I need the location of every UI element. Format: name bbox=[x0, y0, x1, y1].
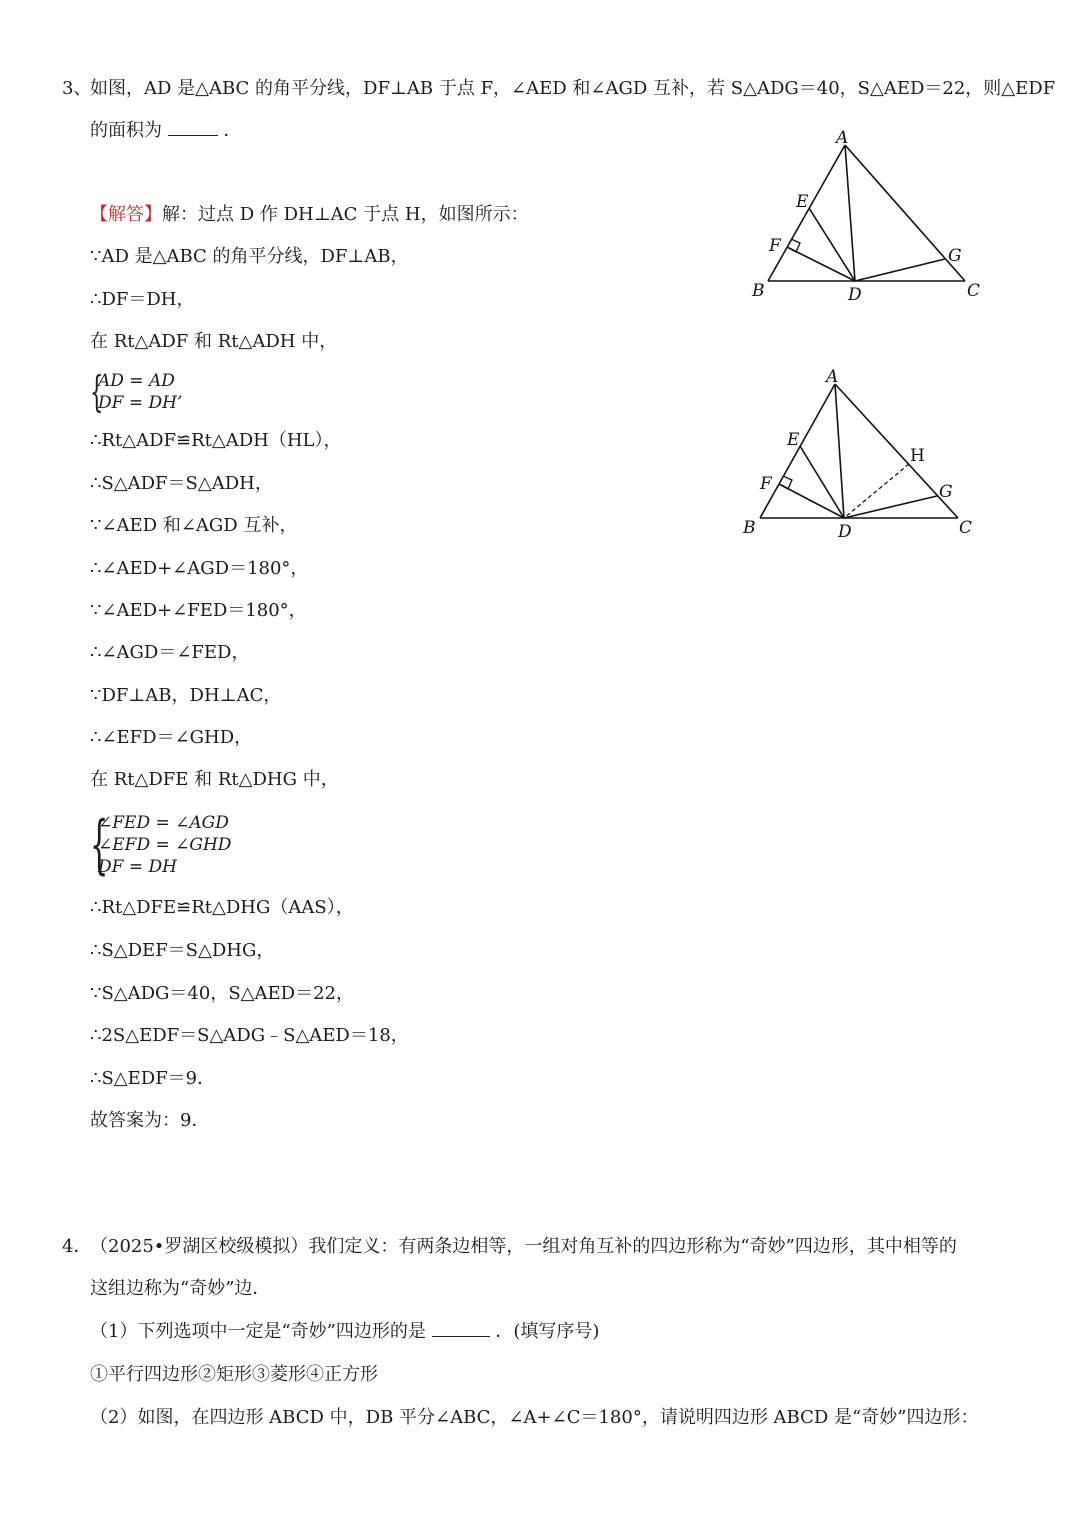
equation-row: DF = DH’ bbox=[98, 393, 183, 413]
label-g: G bbox=[939, 482, 953, 502]
answer-options: ①平行四边形②矩形③菱形④正方形 bbox=[90, 1364, 378, 1385]
solution-step: ∴∠AED+∠AGD＝180°， bbox=[90, 558, 309, 579]
equation-row: ∠EFD = ∠GHD bbox=[98, 835, 232, 855]
label-a: A bbox=[836, 128, 849, 148]
final-answer: 故答案为：9． bbox=[90, 1110, 210, 1131]
label-f: F bbox=[760, 474, 772, 494]
question-text: （2025•罗湖区校级模拟）我们定义：有两条边相等，一组对角互补的四边形称为“奇妙”四边形，其中相等的 bbox=[90, 1236, 957, 1257]
part1-suffix: ．(填写序号) bbox=[495, 1321, 600, 1342]
solution-step: ∴∠AGD＝∠FED， bbox=[90, 642, 250, 663]
solution-step: ∵DF⊥AB，DH⊥AC， bbox=[90, 685, 282, 706]
answer-blank[interactable] bbox=[432, 1320, 490, 1337]
question-part-1 bbox=[90, 1319, 599, 1345]
solution-step: ∴Rt△DFE≌Rt△DHG（AAS）， bbox=[90, 897, 354, 918]
question-text: 如图，AD 是△ABC 的角平分线，DF⊥AB 于点 F，∠AED 和∠AGD 互补，若 S△ADG＝40，S△AED＝22，则△EDF bbox=[90, 78, 1056, 99]
question-text-prefix: 的面积为 bbox=[90, 120, 162, 141]
solution-step: ∴DF＝DH， bbox=[90, 289, 195, 310]
brace-icon: { bbox=[90, 367, 104, 416]
solution-step: ∵S△ADG＝40，S△AED＝22， bbox=[90, 983, 354, 1004]
label-c: C bbox=[967, 281, 981, 301]
solution-step: ∵∠AED+∠FED＝180°， bbox=[90, 600, 307, 621]
equation-row: AD = AD bbox=[98, 371, 175, 391]
solution-step: ∴S△EDF＝9． bbox=[90, 1068, 216, 1089]
solution-step: ∴S△ADF＝S△ADH， bbox=[90, 473, 273, 494]
label-b: B bbox=[743, 518, 756, 538]
solution-step: 在 Rt△DFE 和 Rt△DHG 中， bbox=[90, 769, 339, 790]
equation-row: ∠FED = ∠AGD bbox=[98, 813, 229, 833]
question-part-2: （2）如图，在四边形 ABCD 中，DB 平分∠ABC，∠A+∠C＝180°，请说明四边形 ABCD 是“奇妙”四边形： bbox=[90, 1407, 979, 1428]
label-d: D bbox=[838, 522, 852, 542]
solution-intro-text: 解：过点 D 作 DH⊥AC 于点 H，如图所示： bbox=[162, 204, 529, 225]
question-number: 4． bbox=[62, 1236, 92, 1257]
solution-step: ∵AD 是△ABC 的角平分线，DF⊥AB， bbox=[90, 246, 409, 267]
label-h: H bbox=[910, 446, 925, 466]
brace-icon: { bbox=[90, 808, 109, 882]
solution-step: 在 Rt△ADF 和 Rt△ADH 中， bbox=[90, 331, 338, 352]
label-e: E bbox=[787, 430, 800, 450]
equation-row: DF = DH bbox=[98, 857, 177, 877]
label-a: A bbox=[826, 367, 839, 387]
question-text-suffix: ． bbox=[223, 120, 242, 141]
question-number: 3、 bbox=[62, 78, 92, 99]
part1-prefix: （1）下列选项中一定是“奇妙”四边形的是 bbox=[90, 1321, 426, 1342]
solution-step: ∴∠EFD＝∠GHD， bbox=[90, 727, 253, 748]
solution-step: ∵∠AED 和∠AGD 互补， bbox=[90, 515, 298, 536]
solution-label: 【解答】 bbox=[90, 204, 162, 225]
solution-step: ∴S△DEF＝S△DHG， bbox=[90, 940, 275, 961]
label-c: C bbox=[959, 518, 973, 538]
solution-step: ∴2S△EDF＝S△ADG﹣S△AED＝18， bbox=[90, 1025, 409, 1046]
question-text-cont: 这组边称为“奇妙”边． bbox=[90, 1278, 271, 1299]
label-g: G bbox=[948, 246, 962, 266]
label-d: D bbox=[848, 285, 862, 305]
solution-step: ∴Rt△ADF≌Rt△ADH（HL）， bbox=[90, 430, 342, 451]
label-f: F bbox=[769, 236, 781, 256]
label-b: B bbox=[752, 281, 765, 301]
label-e: E bbox=[796, 192, 809, 212]
